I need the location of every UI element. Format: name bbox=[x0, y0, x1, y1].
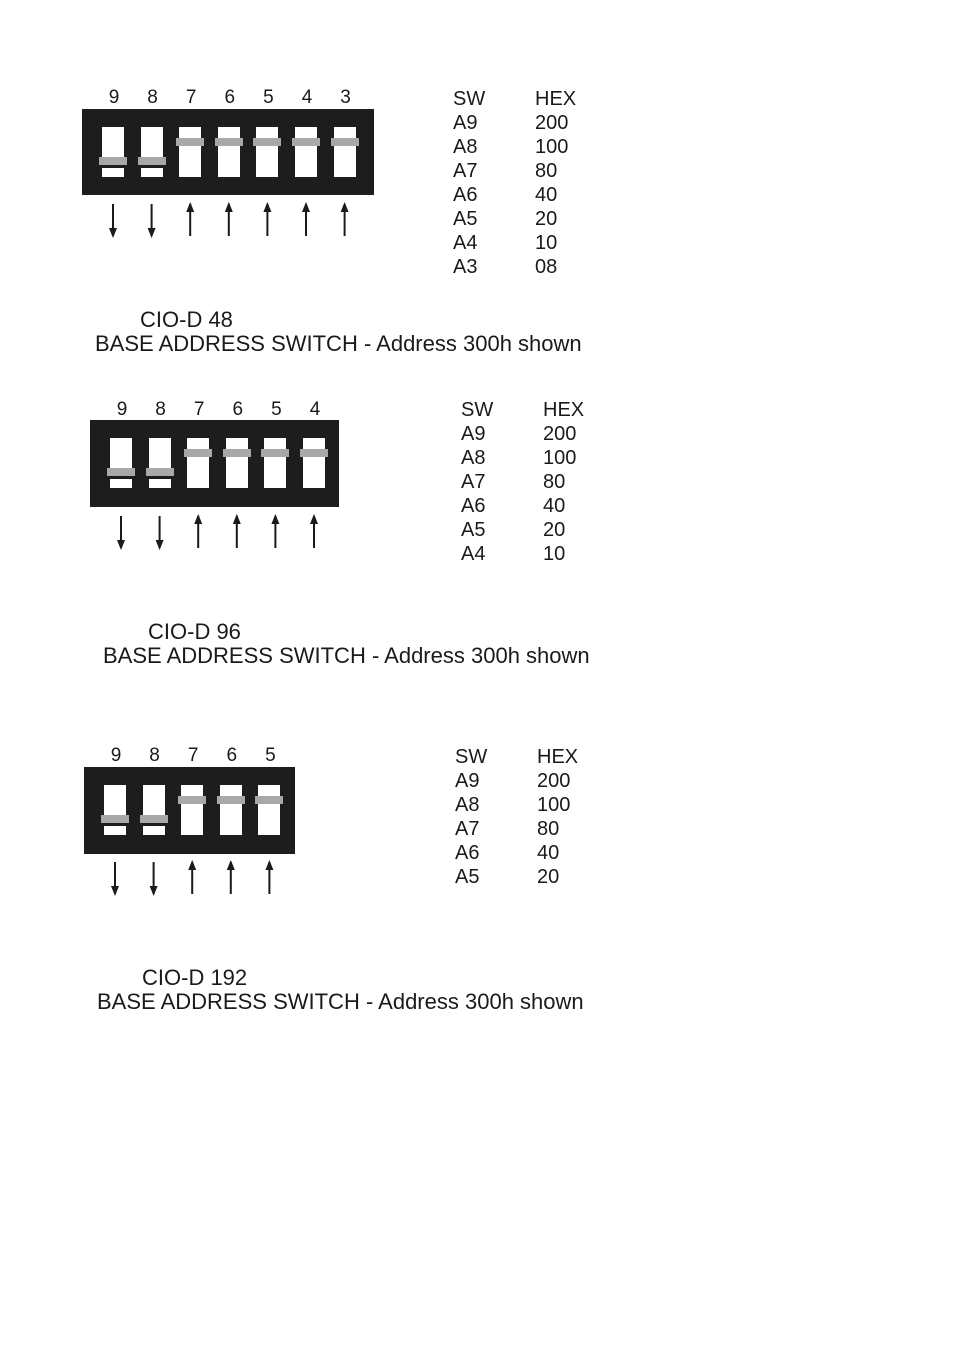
switch-number-label: 7 bbox=[187, 745, 199, 766]
sw-cell: A5 bbox=[455, 866, 480, 888]
switch-number-label: 6 bbox=[226, 745, 238, 766]
hex-cell: HEX bbox=[537, 746, 579, 768]
sw-cell: SW bbox=[455, 746, 488, 768]
base-address-caption: BASE ADDRESS SWITCH - Address 300h shown bbox=[97, 989, 584, 1014]
switch-number-label: 8 bbox=[147, 87, 158, 108]
model-name: CIO-D 96 bbox=[148, 619, 241, 644]
hex-cell: 08 bbox=[535, 256, 558, 278]
hex-cell: 20 bbox=[535, 208, 558, 230]
switch-number-label: 8 bbox=[155, 399, 166, 420]
hex-cell: HEX bbox=[535, 88, 577, 110]
sw-cell: A4 bbox=[461, 543, 486, 565]
dip-switch-9[interactable] bbox=[104, 785, 126, 835]
switch-number-label: 4 bbox=[309, 399, 321, 420]
sw-cell: A9 bbox=[455, 770, 480, 792]
base-address-caption: BASE ADDRESS SWITCH - Address 300h shown bbox=[95, 331, 582, 356]
arrow-down-icon bbox=[111, 862, 119, 896]
hex-cell: 40 bbox=[535, 184, 558, 206]
sw-cell: A7 bbox=[461, 471, 486, 493]
dip-switch-6[interactable] bbox=[220, 785, 242, 835]
dip-switch-7[interactable] bbox=[181, 785, 203, 835]
hex-cell: 20 bbox=[543, 519, 566, 541]
sw-cell: A5 bbox=[461, 519, 486, 541]
sw-cell: A4 bbox=[453, 232, 478, 254]
hex-cell: 40 bbox=[537, 842, 560, 864]
dip-switch-8[interactable] bbox=[143, 785, 165, 835]
sw-cell: A6 bbox=[455, 842, 480, 864]
hex-cell: 10 bbox=[535, 232, 558, 254]
hex-cell: 80 bbox=[537, 818, 560, 840]
arrow-up-icon bbox=[188, 860, 196, 894]
model-name: CIO-D 192 bbox=[142, 965, 248, 990]
switch-lever-shadow bbox=[140, 815, 168, 823]
switch-number-label: 4 bbox=[301, 87, 313, 108]
switch-lever-shadow bbox=[178, 796, 206, 804]
switch-number-label: 9 bbox=[116, 399, 128, 420]
sw-cell: A9 bbox=[461, 423, 486, 445]
switch-lever-shadow bbox=[101, 815, 129, 823]
switch-number-label: 7 bbox=[185, 87, 197, 108]
hex-cell: 40 bbox=[543, 495, 566, 517]
dip-switch-block bbox=[84, 767, 295, 854]
arrow-up-icon bbox=[227, 860, 235, 894]
switch-lever-gap bbox=[140, 823, 168, 826]
switch-number-label: 6 bbox=[232, 399, 244, 420]
hex-cell: 200 bbox=[537, 770, 571, 792]
switch-number-label: 9 bbox=[108, 87, 120, 108]
hex-cell: 20 bbox=[537, 866, 560, 888]
sw-cell: A6 bbox=[461, 495, 486, 517]
sw-cell: A9 bbox=[453, 112, 478, 134]
switch-number-label: 5 bbox=[263, 87, 274, 108]
sw-cell: SW bbox=[453, 88, 486, 110]
switch-number-label: 3 bbox=[340, 87, 351, 108]
switch-number-label: 5 bbox=[265, 745, 276, 766]
sw-cell: A6 bbox=[453, 184, 478, 206]
sw-cell: A5 bbox=[453, 208, 478, 230]
switch-number-label: 7 bbox=[193, 399, 205, 420]
base-address-caption: BASE ADDRESS SWITCH - Address 300h shown bbox=[103, 643, 590, 668]
model-name: CIO-D 48 bbox=[140, 307, 233, 332]
switch-number-label: 5 bbox=[271, 399, 282, 420]
sw-cell: A7 bbox=[453, 160, 478, 182]
dip-switch-5[interactable] bbox=[258, 785, 280, 835]
hex-cell: 100 bbox=[537, 794, 571, 816]
hex-cell: 80 bbox=[535, 160, 558, 182]
hex-cell: 80 bbox=[543, 471, 566, 493]
hex-cell: 10 bbox=[543, 543, 566, 565]
switch-lever-gap bbox=[101, 823, 129, 826]
hex-cell: HEX bbox=[543, 399, 585, 421]
sw-cell: A8 bbox=[461, 447, 486, 469]
switch-number-label: 6 bbox=[224, 87, 236, 108]
switch-direction-arrows bbox=[84, 856, 295, 900]
hex-cell: 100 bbox=[535, 136, 569, 158]
hex-cell: 200 bbox=[543, 423, 577, 445]
sw-cell: SW bbox=[461, 399, 494, 421]
arrow-up-icon bbox=[265, 860, 273, 894]
switch-number-row bbox=[106, 745, 296, 767]
arrow-down-icon bbox=[150, 862, 158, 896]
sw-cell: A3 bbox=[453, 256, 478, 278]
sw-cell: A8 bbox=[453, 136, 478, 158]
switch-lever-shadow bbox=[255, 796, 283, 804]
sw-cell: A8 bbox=[455, 794, 480, 816]
switch-number-label: 9 bbox=[110, 745, 122, 766]
hex-cell: 200 bbox=[535, 112, 569, 134]
hex-cell: 100 bbox=[543, 447, 577, 469]
switch-number-label: 8 bbox=[149, 745, 160, 766]
sw-cell: A7 bbox=[455, 818, 480, 840]
switch-lever-shadow bbox=[217, 796, 245, 804]
